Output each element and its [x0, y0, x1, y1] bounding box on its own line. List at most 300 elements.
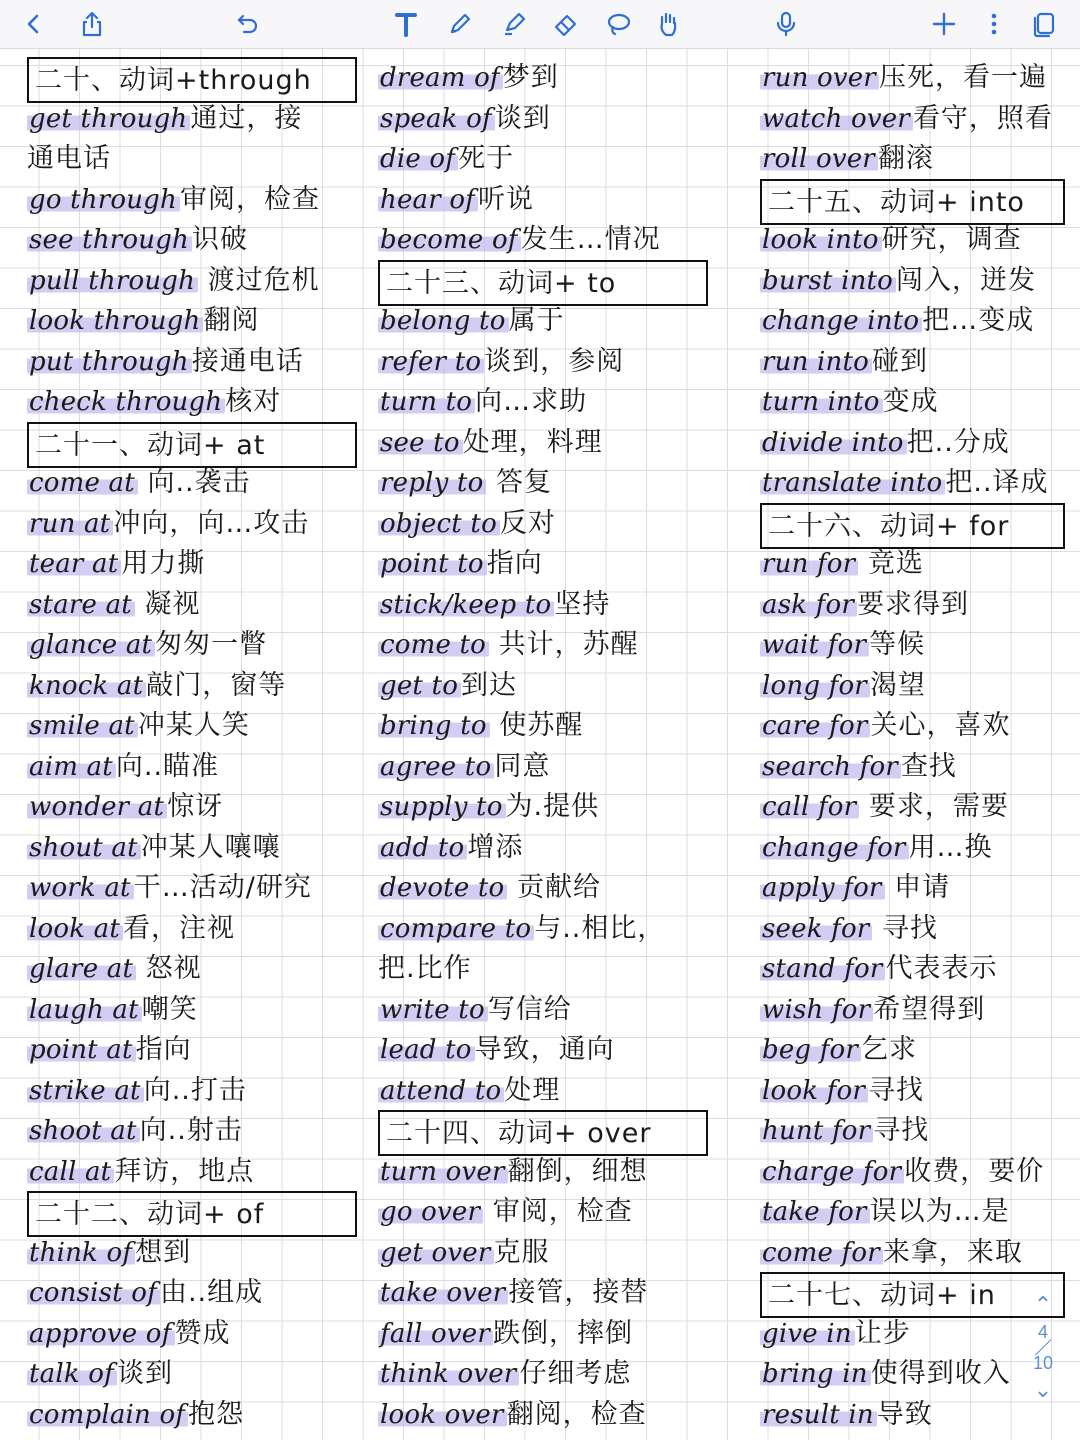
- phrase-meaning: 把.比作: [378, 953, 472, 984]
- vocab-entry: [378, 665, 708, 706]
- vocab-entry: [760, 908, 1065, 949]
- vocab-entry: [760, 381, 1065, 422]
- phrase-english: look for: [760, 1076, 868, 1106]
- phrase-meaning: 变成: [882, 386, 939, 417]
- vocab-entry: [760, 1313, 1065, 1354]
- vocab-entry: [760, 1191, 1065, 1232]
- phrase-english: bring in: [760, 1359, 871, 1389]
- phrase-english: take for: [760, 1197, 870, 1227]
- vocab-entry: [760, 1232, 1065, 1273]
- vocab-entry: [27, 138, 357, 179]
- phrase-meaning: 谈到: [116, 1358, 173, 1389]
- phrase-meaning: 反对: [499, 507, 556, 539]
- phrase-english: go through: [27, 185, 180, 215]
- phrase-english: point to: [378, 549, 487, 579]
- vocab-entry: [760, 300, 1065, 341]
- phrase-meaning: 用力撕: [121, 548, 206, 579]
- phrase-meaning: 干…活动/研究: [133, 872, 312, 903]
- highlighter-icon[interactable]: [494, 4, 534, 44]
- vocab-entry: [760, 260, 1065, 301]
- phrase-english: approve of: [27, 1319, 175, 1349]
- phrase-english: compare to: [378, 914, 534, 944]
- phrase-meaning: 接通电话: [191, 345, 304, 377]
- section-title: 二十六、动词+ for: [768, 510, 1010, 542]
- phrase-meaning: 想到: [135, 1236, 192, 1268]
- section-title: 二十一、动词+ at: [35, 429, 266, 461]
- vocab-entry: [760, 57, 1065, 98]
- phrase-meaning: 查找: [900, 750, 957, 782]
- phrase-meaning: 嘲笑: [141, 993, 198, 1025]
- vocab-entry: [760, 138, 1065, 179]
- vocab-entry: [760, 1353, 1065, 1394]
- vocab-entry: [378, 705, 708, 746]
- section-title: 二十七、动词+ in: [768, 1280, 996, 1311]
- vocab-entry: [27, 665, 357, 706]
- phrase-meaning: 研究，调查: [881, 224, 1022, 255]
- phrase-meaning: 跌倒，摔倒: [492, 1317, 633, 1349]
- phrase-meaning: 与..相比，: [534, 912, 666, 944]
- phrase-meaning: 接管，接替: [508, 1277, 649, 1308]
- vocab-entry: [760, 705, 1065, 746]
- vocab-entry: [760, 1070, 1065, 1111]
- phrase-english: shout at: [27, 833, 141, 863]
- vocab-entry: [378, 1313, 708, 1354]
- phrase-english: call at: [27, 1157, 114, 1187]
- phrase-english: fall over: [378, 1319, 493, 1349]
- phrase-english: belong to: [378, 306, 509, 336]
- phrase-meaning: 属于: [508, 305, 565, 336]
- vocab-entry: [27, 705, 357, 746]
- vocab-entry: [378, 867, 708, 908]
- vocab-entry: [378, 462, 708, 503]
- phrase-english: check through: [27, 387, 225, 417]
- phrase-meaning: 写信给: [487, 993, 572, 1025]
- vocab-entry: [27, 341, 357, 382]
- phrase-meaning: 渡过危机: [198, 264, 320, 296]
- phrase-meaning: 来拿，来取: [882, 1236, 1023, 1268]
- add-icon[interactable]: [924, 4, 964, 44]
- phrase-english: stare at: [27, 590, 135, 620]
- pages-icon[interactable]: [1024, 4, 1064, 44]
- phrase-english: run into: [760, 347, 872, 377]
- phrase-meaning: 同意: [494, 750, 551, 782]
- vocab-entry: [378, 1191, 708, 1232]
- phrase-meaning: 冲向，向…攻击: [113, 507, 310, 539]
- phrase-english: wish for: [760, 995, 873, 1025]
- phrase-english: glance at: [27, 630, 155, 660]
- phrase-meaning: 让步: [854, 1317, 911, 1349]
- vocab-entry: [378, 381, 708, 422]
- vocab-entry: [760, 1394, 1065, 1435]
- phrase-meaning: 冲某人笑: [137, 710, 250, 741]
- phrase-meaning: 希望得到: [873, 993, 986, 1025]
- phrase-english: look over: [378, 1400, 507, 1430]
- phrase-english: come at: [27, 468, 138, 498]
- vocab-entry: [378, 138, 708, 179]
- phrase-english: run at: [27, 509, 113, 539]
- phrase-meaning: 寻找: [873, 1115, 930, 1146]
- vocab-entry: [27, 1272, 357, 1313]
- phrase-meaning: 竞选: [858, 548, 924, 579]
- phrase-meaning: 寻找: [872, 912, 939, 944]
- section-title: 二十四、动词+ over: [386, 1118, 652, 1149]
- vocab-entry: [760, 786, 1065, 827]
- phrase-meaning: 凝视: [134, 588, 201, 620]
- phrase-meaning: 使得到收入: [870, 1358, 1011, 1389]
- phrase-english: tear at: [27, 549, 121, 579]
- vocab-entry: [27, 219, 357, 260]
- phrase-meaning: 赞成: [174, 1317, 231, 1349]
- phrase-meaning: 申请: [884, 872, 951, 903]
- vocab-entry: [760, 584, 1065, 625]
- phrase-english: turn into: [760, 387, 883, 417]
- vocab-entry: [27, 179, 357, 220]
- phrase-meaning: 向..打击: [143, 1074, 247, 1106]
- phrase-english: give in: [760, 1319, 855, 1349]
- phrase-english: become of: [378, 225, 521, 255]
- phrase-meaning: 审阅，检查: [179, 183, 320, 215]
- vocab-entry: [27, 989, 357, 1030]
- vocab-entry: [27, 1070, 357, 1111]
- phrase-meaning: 谈到: [494, 102, 551, 134]
- phrase-english: turn over: [378, 1157, 508, 1187]
- phrase-english: smile at: [27, 711, 138, 741]
- phrase-english: watch over: [760, 104, 913, 134]
- phrase-meaning: 乞求: [861, 1034, 918, 1065]
- phrase-english: divide into: [760, 428, 907, 458]
- phrase-english: bring to: [378, 711, 490, 741]
- phrase-english: pull through: [27, 266, 198, 296]
- phrase-meaning: 导致: [876, 1398, 933, 1430]
- vocab-entry: [27, 1232, 357, 1273]
- phrase-meaning: 要求得到: [856, 588, 969, 620]
- more-icon[interactable]: [974, 4, 1014, 44]
- vocab-entry: [27, 624, 357, 665]
- phrase-meaning: 惊讶: [167, 791, 224, 822]
- phrase-english: long for: [760, 671, 870, 701]
- phrase-english: dream of: [378, 63, 503, 93]
- phrase-meaning: 敲门，窗等: [146, 669, 287, 701]
- vocab-entry: [378, 1070, 708, 1111]
- phrase-english: wonder at: [27, 792, 167, 822]
- phrase-meaning: 把..分成: [906, 426, 1010, 458]
- vocab-entry: [378, 1029, 708, 1070]
- phrase-english: come to: [378, 630, 489, 660]
- phrase-meaning: 克服: [493, 1236, 550, 1268]
- vocab-entry: [760, 867, 1065, 908]
- vocab-entry: [27, 1110, 357, 1151]
- vocab-entry: [27, 786, 357, 827]
- page-down-icon[interactable]: ⌄: [1033, 1377, 1053, 1402]
- phrase-meaning: 听说: [478, 183, 535, 215]
- vocab-entry: [27, 300, 357, 341]
- vocab-entry: [760, 1029, 1065, 1070]
- phrase-meaning: 共计，苏醒: [489, 629, 639, 660]
- phrase-english: look through: [27, 306, 203, 336]
- phrase-meaning: 答复: [486, 467, 553, 498]
- back-icon[interactable]: [14, 4, 54, 44]
- phrase-meaning: 冲某人嚷嚷: [140, 831, 281, 863]
- phrase-english: die of: [378, 144, 458, 174]
- phrase-english: beg for: [760, 1035, 861, 1065]
- total-pages: 10: [1032, 1353, 1054, 1373]
- note-page[interactable]: [0, 49, 1080, 1440]
- page-navigator: [1028, 1291, 1058, 1404]
- vocab-entry: [760, 989, 1065, 1030]
- phrase-english: see to: [378, 428, 463, 458]
- pen-icon[interactable]: [440, 4, 480, 44]
- phrase-english: care for: [760, 711, 870, 741]
- phrase-meaning: 到达: [461, 669, 518, 701]
- hand-tool-icon[interactable]: [648, 4, 688, 44]
- vocab-entry: [760, 1151, 1065, 1192]
- vocab-entry: [760, 219, 1065, 260]
- phrase-meaning: 抱怨: [188, 1398, 245, 1430]
- section-title: 二十五、动词+ into: [768, 186, 1025, 218]
- vocab-entry: [760, 462, 1065, 503]
- phrase-english: put through: [27, 347, 192, 377]
- phrase-meaning: 压死，看一遍: [878, 62, 1047, 93]
- phrase-english: get through: [27, 104, 190, 134]
- phrase-meaning: 审阅，检查: [483, 1196, 633, 1227]
- phrase-english: devote to: [378, 873, 507, 903]
- phrase-english: think over: [378, 1359, 519, 1389]
- phrase-english: translate into: [760, 468, 945, 498]
- phrase-meaning: 通电话: [27, 143, 111, 174]
- phrase-english: complain of: [27, 1400, 188, 1430]
- phrase-meaning: 核对: [225, 386, 282, 417]
- phrase-meaning: 增添: [467, 831, 524, 863]
- phrase-meaning: 坚持: [554, 588, 611, 620]
- section-header: [27, 1191, 357, 1237]
- vocab-entry: [27, 381, 357, 422]
- phrase-english: stick/keep to: [378, 590, 554, 620]
- vocab-entry: [760, 1110, 1065, 1151]
- phrase-english: attend to: [378, 1076, 504, 1106]
- phrase-meaning: 要求，需要: [859, 791, 1009, 822]
- phrase-meaning: 翻阅，检查: [506, 1398, 647, 1430]
- section-header: [760, 1272, 1065, 1318]
- phrase-meaning: 关心，喜欢: [870, 710, 1011, 741]
- vocab-entry: [378, 908, 708, 949]
- phrase-english: knock at: [27, 671, 146, 701]
- section-title: 二十二、动词+ of: [35, 1199, 265, 1230]
- vocab-entry: [27, 948, 357, 989]
- phrase-meaning: 向..袭击: [137, 467, 251, 498]
- phrase-english: roll over: [760, 144, 878, 174]
- phrase-meaning: 向..射击: [139, 1115, 243, 1146]
- phrase-meaning: 仔细考虑: [519, 1358, 632, 1389]
- phrase-meaning: 死于: [458, 143, 515, 174]
- phrase-english: work at: [27, 873, 134, 903]
- phrase-meaning: 看，注视: [123, 912, 235, 944]
- phrase-english: change for: [760, 833, 909, 863]
- phrase-meaning: 向…求助: [475, 386, 588, 417]
- phrase-english: laugh at: [27, 995, 142, 1025]
- phrase-meaning: 误以为…是: [869, 1196, 1010, 1227]
- vocab-entry: [378, 1394, 708, 1435]
- page-up-icon[interactable]: ⌃: [1033, 1292, 1053, 1317]
- phrase-english: search for: [760, 752, 901, 782]
- phrase-english: reply to: [378, 468, 486, 498]
- phrase-meaning: 向..瞄准: [115, 750, 220, 782]
- phrase-meaning: 处理，料理: [462, 426, 603, 458]
- section-header: [27, 422, 357, 468]
- vocab-entry: [378, 341, 708, 382]
- toolbar: [0, 0, 1080, 49]
- phrase-meaning: 识破: [192, 224, 248, 255]
- phrase-english: stand for: [760, 954, 885, 984]
- phrase-meaning: 等候: [869, 629, 926, 660]
- phrase-meaning: 通过，接: [190, 102, 303, 134]
- vocab-entry: [378, 1151, 708, 1192]
- phrase-meaning: 渴望: [869, 669, 926, 701]
- section-title: 二十、动词+through: [35, 65, 312, 96]
- lasso-icon[interactable]: [598, 4, 638, 44]
- phrase-meaning: 为.提供: [505, 791, 600, 822]
- phrase-meaning: 谈到，参阅: [484, 345, 625, 377]
- vocab-entry: [378, 422, 708, 463]
- text-tool-icon[interactable]: [386, 4, 426, 44]
- phrase-english: come for: [760, 1238, 883, 1268]
- phrase-english: run for: [760, 549, 858, 579]
- phrase-meaning: 闯入，迸发: [896, 264, 1037, 296]
- vocab-entry: [378, 1272, 708, 1313]
- vocab-entry: [27, 746, 357, 787]
- phrase-english: point at: [27, 1035, 136, 1065]
- section-header: [378, 1110, 708, 1156]
- phrase-meaning: 翻滚: [877, 143, 934, 174]
- section-header: [760, 503, 1065, 549]
- section-title: 二十三、动词+ to: [386, 267, 617, 299]
- phrase-english: change into: [760, 306, 922, 336]
- phrase-english: hear of: [378, 185, 478, 215]
- vocab-entry: [760, 341, 1065, 382]
- vocab-entry: [27, 908, 357, 949]
- vocab-entry: [378, 989, 708, 1030]
- phrase-english: agree to: [378, 752, 494, 782]
- phrase-meaning: 指向: [135, 1034, 192, 1065]
- vocab-entry: [760, 665, 1065, 706]
- vocab-entry: [27, 867, 357, 908]
- phrase-english: burst into: [760, 266, 896, 296]
- vocab-entry: [378, 786, 708, 827]
- phrase-meaning: 把..译成: [945, 467, 1049, 498]
- phrase-meaning: 用…换: [908, 831, 993, 863]
- vocab-entry: [27, 462, 357, 503]
- notes-column-1: [27, 57, 357, 1434]
- phrase-english: call for: [760, 792, 859, 822]
- vocab-entry: [27, 260, 357, 301]
- phrase-meaning: 指向: [486, 548, 543, 579]
- notes-column-2: [378, 57, 708, 1434]
- vocab-entry: [27, 1029, 357, 1070]
- phrase-english: get to: [378, 671, 461, 701]
- vocab-entry: [27, 503, 357, 544]
- phrase-meaning: 碰到: [871, 345, 928, 377]
- phrase-english: talk of: [27, 1359, 117, 1389]
- phrase-meaning: 匆匆一瞥: [155, 629, 268, 660]
- phrase-meaning: 翻倒，细想: [507, 1155, 648, 1187]
- phrase-meaning: 寻找: [867, 1074, 924, 1106]
- phrase-meaning: 看守，照看: [912, 102, 1053, 134]
- vocab-entry: [378, 1232, 708, 1273]
- vocab-entry: [378, 584, 708, 625]
- vocab-entry: [760, 746, 1065, 787]
- phrase-english: result in: [760, 1400, 877, 1430]
- vocab-entry: [378, 57, 708, 98]
- phrase-english: strike at: [27, 1076, 144, 1106]
- phrase-english: take over: [378, 1278, 508, 1308]
- vocab-entry: [760, 624, 1065, 665]
- phrase-meaning: 贡献给: [507, 872, 601, 903]
- phrase-english: look into: [760, 225, 882, 255]
- share-icon[interactable]: [72, 4, 112, 44]
- phrase-meaning: 把…变成: [922, 305, 1035, 336]
- vocab-entry: [378, 624, 708, 665]
- phrase-meaning: 代表表示: [885, 953, 998, 984]
- phrase-english: lead to: [378, 1035, 475, 1065]
- vocab-entry: [378, 179, 708, 220]
- undo-icon[interactable]: [228, 4, 268, 44]
- phrase-english: supply to: [378, 792, 506, 822]
- phrase-english: get over: [378, 1238, 494, 1268]
- vocab-entry: [27, 1151, 357, 1192]
- notes-column-3: [760, 57, 1065, 1434]
- phrase-english: look at: [27, 914, 123, 944]
- vocab-entry: [760, 422, 1065, 463]
- phrase-meaning: 收费，要价: [904, 1155, 1045, 1187]
- vocab-entry: [27, 584, 357, 625]
- phrase-meaning: 使苏醒: [489, 710, 584, 741]
- phrase-english: write to: [378, 995, 488, 1025]
- phrase-english: hunt for: [760, 1116, 873, 1146]
- phrase-english: run over: [760, 63, 879, 93]
- vocab-entry: [27, 98, 357, 139]
- section-header: [27, 57, 357, 103]
- phrase-english: speak of: [378, 104, 495, 134]
- vocab-entry: [760, 948, 1065, 989]
- section-header: [378, 260, 708, 306]
- vocab-entry: [27, 827, 357, 868]
- phrase-english: seek for: [760, 914, 872, 944]
- vocab-entry: [378, 300, 708, 341]
- mic-icon[interactable]: [766, 4, 806, 44]
- vocab-entry: [27, 543, 357, 584]
- phrase-english: shoot at: [27, 1116, 140, 1146]
- phrase-english: charge for: [760, 1157, 904, 1187]
- phrase-meaning: 由..组成: [159, 1277, 264, 1308]
- vocab-entry: [378, 1353, 708, 1394]
- vocab-entry: [378, 746, 708, 787]
- vocab-entry: [378, 948, 708, 989]
- vocab-entry: [378, 219, 708, 260]
- vocab-entry: [27, 1394, 357, 1435]
- eraser-icon[interactable]: [546, 4, 586, 44]
- phrase-meaning: 翻阅: [203, 305, 260, 336]
- phrase-english: see through: [27, 225, 192, 255]
- phrase-english: glare at: [27, 954, 136, 984]
- phrase-meaning: 导致，通向: [474, 1034, 615, 1065]
- current-page: 4: [1037, 1322, 1048, 1342]
- phrase-english: go over: [378, 1197, 483, 1227]
- phrase-english: wait for: [760, 630, 869, 660]
- vocab-entry: [760, 98, 1065, 139]
- phrase-english: aim at: [27, 752, 116, 782]
- vocab-entry: [378, 543, 708, 584]
- vocab-entry: [760, 543, 1065, 584]
- phrase-meaning: 处理: [504, 1074, 561, 1106]
